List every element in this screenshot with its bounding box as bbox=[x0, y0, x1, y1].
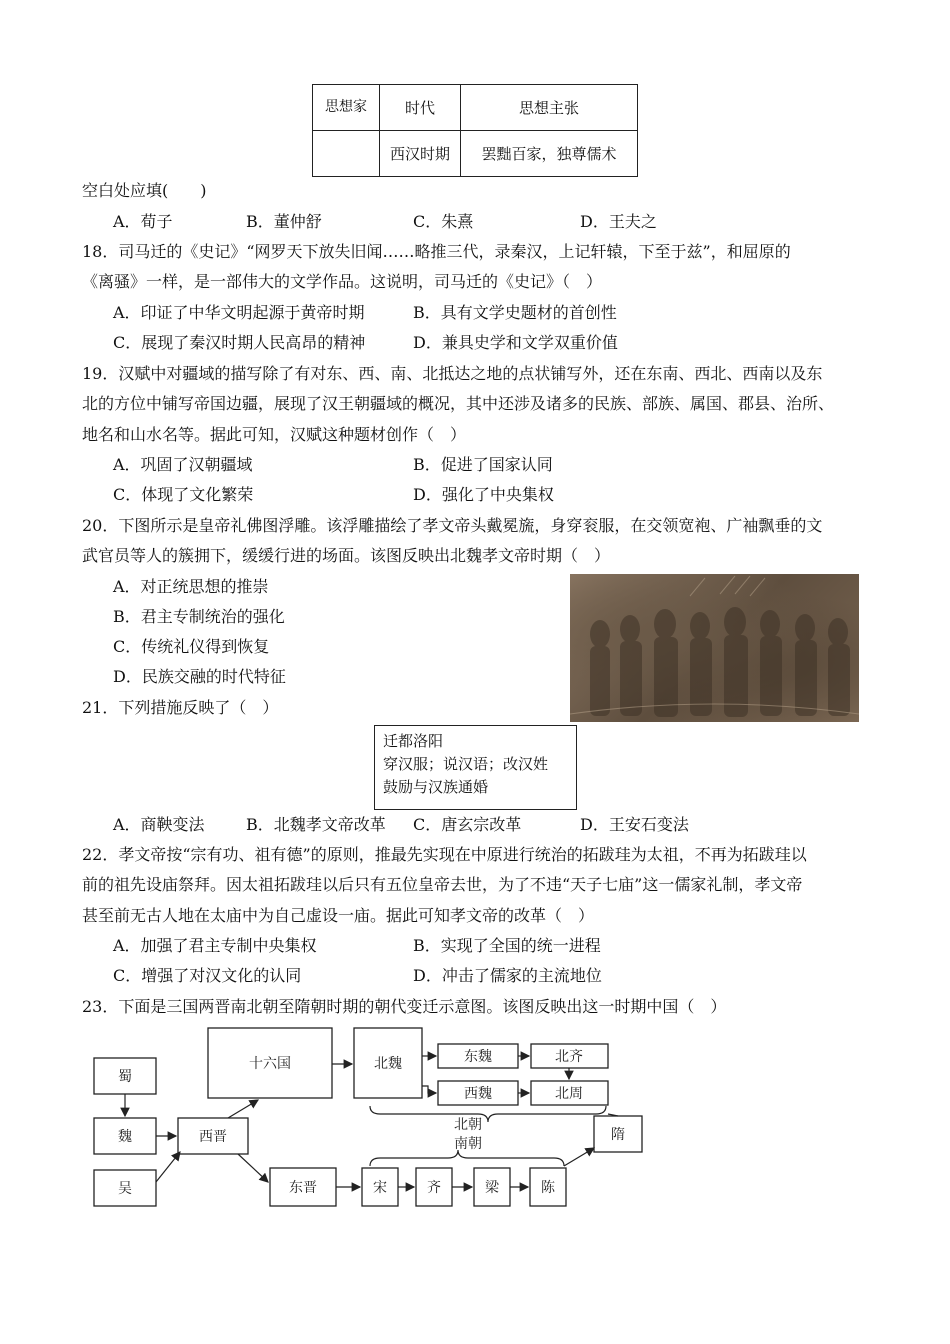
thinker-table bbox=[312, 84, 638, 177]
label-shu: 蜀 bbox=[118, 1069, 132, 1085]
q23-prompt: 23．下面是三国两晋南北朝至隋朝时期的朝代变迁示意图。该图反映出这一时期中国（ ） bbox=[82, 997, 727, 1016]
q22-line-2: 前的祖先设庙祭拜。因太祖拓跋珪以后只有五位皇帝去世，为了不违“天子七庙”这一儒家礼制，孝文帝 bbox=[82, 875, 803, 894]
q20-line-1: 20．下图所示是皇帝礼佛图浮雕。该浮雕描绘了孝文帝头戴冕旒，身穿衮服，在交领宽袍、广袖飘垂的文 bbox=[82, 516, 823, 535]
q18-line-1: 18．司马迁的《史记》“网罗天下放失旧闻……略推三代，录秦汉，上记轩辕，下至于兹”，和屈原的 bbox=[82, 242, 791, 261]
label-beizhou: 北周 bbox=[555, 1086, 583, 1102]
q22-option-a[interactable]: A．加强了君主专制中央集权 bbox=[113, 936, 317, 955]
arrow-wu-xijin bbox=[156, 1152, 180, 1182]
q18-line-2: 《离骚》一样，是一部伟大的文学作品。这说明，司马迁的《史记》（ ） bbox=[82, 272, 603, 291]
header-thinker: 思想家 bbox=[313, 85, 380, 131]
label-beiwei: 北魏 bbox=[374, 1056, 402, 1072]
q17-option-d[interactable]: D．王夫之 bbox=[580, 212, 657, 231]
arrow-beiwei-xiwei bbox=[422, 1086, 436, 1093]
q19-option-b[interactable]: B．促进了国家认同 bbox=[413, 455, 553, 474]
brace-nanchao bbox=[370, 1150, 564, 1166]
q19-line-1: 19．汉赋中对疆域的描写除了有对东、西、南、北抵达之地的点状铺写外，还在东南、西北、西南以及东 bbox=[82, 364, 823, 383]
q22-line-3: 甚至前无古人地在太庙中为自己虚设一庙。据此可知孝文帝的改革（ ） bbox=[82, 906, 595, 925]
label-shiliuguo: 十六国 bbox=[249, 1056, 291, 1072]
label-xiwei: 西魏 bbox=[464, 1086, 492, 1102]
q21-option-d[interactable]: D．王安石变法 bbox=[580, 815, 689, 834]
cell-era: 西汉时期 bbox=[380, 131, 461, 177]
emperor-worship-relief-image bbox=[570, 574, 859, 722]
label-beiqi: 北齐 bbox=[555, 1049, 583, 1065]
q19-option-d[interactable]: D．强化了中央集权 bbox=[413, 485, 554, 504]
dynasty-change-diagram bbox=[88, 1024, 648, 1210]
arrow-nanchao-sui bbox=[564, 1148, 594, 1166]
cell-idea: 罢黜百家，独尊儒术 bbox=[461, 131, 638, 177]
label-qi: 齐 bbox=[427, 1180, 441, 1196]
q22-line-1: 22．孝文帝按“宗有功、祖有德”的原则，推最先实现在中原进行统治的拓跋珪为太祖，不再为拓跋珪以 bbox=[82, 845, 807, 864]
label-dongjin: 东晋 bbox=[289, 1180, 317, 1196]
arrow-xijin-shiliuguo bbox=[228, 1100, 258, 1118]
q19-option-a[interactable]: A．巩固了汉朝疆域 bbox=[113, 455, 253, 474]
label-wu: 吴 bbox=[118, 1181, 132, 1197]
label-beichao: 北朝 bbox=[454, 1117, 482, 1133]
cell-thinker-blank bbox=[313, 131, 380, 177]
brace-beichao bbox=[370, 1106, 606, 1122]
q20-option-c[interactable]: C．传统礼仪得到恢复 bbox=[113, 637, 270, 656]
arrow-xijin-dongjin bbox=[238, 1154, 268, 1182]
measure-item: 迁都洛阳 bbox=[383, 732, 444, 750]
header-era: 时代 bbox=[380, 85, 461, 131]
q22-option-c[interactable]: C．增强了对汉文化的认同 bbox=[113, 966, 302, 985]
q20-option-b[interactable]: B．君主专制统治的强化 bbox=[113, 607, 285, 626]
q18-option-a[interactable]: A．印证了中华文明起源于黄帝时期 bbox=[113, 303, 365, 322]
q20-line-2: 武官员等人的簇拥下，缓缓行进的场面。该图反映出北魏孝文帝时期（ ） bbox=[82, 546, 611, 565]
q20-option-d[interactable]: D．民族交融的时代特征 bbox=[113, 667, 286, 686]
q21-prompt: 21．下列措施反映了（ ） bbox=[82, 698, 279, 717]
q17-prompt: 空白处应填( ) bbox=[82, 181, 207, 200]
q18-option-c[interactable]: C．展现了秦汉时期人民高昂的精神 bbox=[113, 333, 366, 352]
measure-item: 穿汉服；说汉语；改汉姓 bbox=[383, 755, 549, 773]
header-idea: 思想主张 bbox=[461, 85, 638, 131]
label-sui: 隋 bbox=[611, 1127, 625, 1143]
q22-option-b[interactable]: B．实现了全国的统一进程 bbox=[413, 936, 601, 955]
q19-line-2: 北的方位中铺写帝国边疆，展现了汉王朝疆域的概况，其中还涉及诸多的民族、部族、属国、郡县、治所、 bbox=[82, 394, 835, 413]
label-xijin: 西晋 bbox=[199, 1129, 227, 1145]
table-row bbox=[313, 131, 638, 177]
q22-option-d[interactable]: D．冲击了儒家的主流地位 bbox=[413, 966, 602, 985]
label-nanchao: 南朝 bbox=[454, 1136, 482, 1152]
q19-line-3: 地名和山水名等。据此可知，汉赋这种题材创作（ ） bbox=[82, 425, 467, 444]
label-chen: 陈 bbox=[541, 1180, 555, 1196]
q19-option-c[interactable]: C．体现了文化繁荣 bbox=[113, 485, 254, 504]
label-wei: 魏 bbox=[118, 1129, 132, 1145]
label-song: 宋 bbox=[373, 1180, 387, 1196]
q20-option-a[interactable]: A．对正统思想的推崇 bbox=[113, 577, 269, 596]
measure-item: 鼓励与汉族通婚 bbox=[383, 778, 489, 796]
q17-option-b[interactable]: B．董仲舒 bbox=[246, 212, 322, 231]
label-dongwei: 东魏 bbox=[464, 1049, 492, 1065]
q21-option-a[interactable]: A．商鞅变法 bbox=[113, 815, 205, 834]
q17-option-a[interactable]: A．荀子 bbox=[113, 212, 173, 231]
q18-option-b[interactable]: B．具有文学史题材的首创性 bbox=[413, 303, 617, 322]
label-liang: 梁 bbox=[485, 1180, 499, 1196]
q21-option-c[interactable]: C．唐玄宗改革 bbox=[413, 815, 522, 834]
q21-option-b[interactable]: B．北魏孝文帝改革 bbox=[246, 815, 386, 834]
q18-option-d[interactable]: D．兼具史学和文学双重价值 bbox=[413, 333, 618, 352]
reform-measures-box bbox=[374, 725, 577, 810]
table-row bbox=[313, 85, 638, 131]
q17-option-c[interactable]: C．朱熹 bbox=[413, 212, 474, 231]
